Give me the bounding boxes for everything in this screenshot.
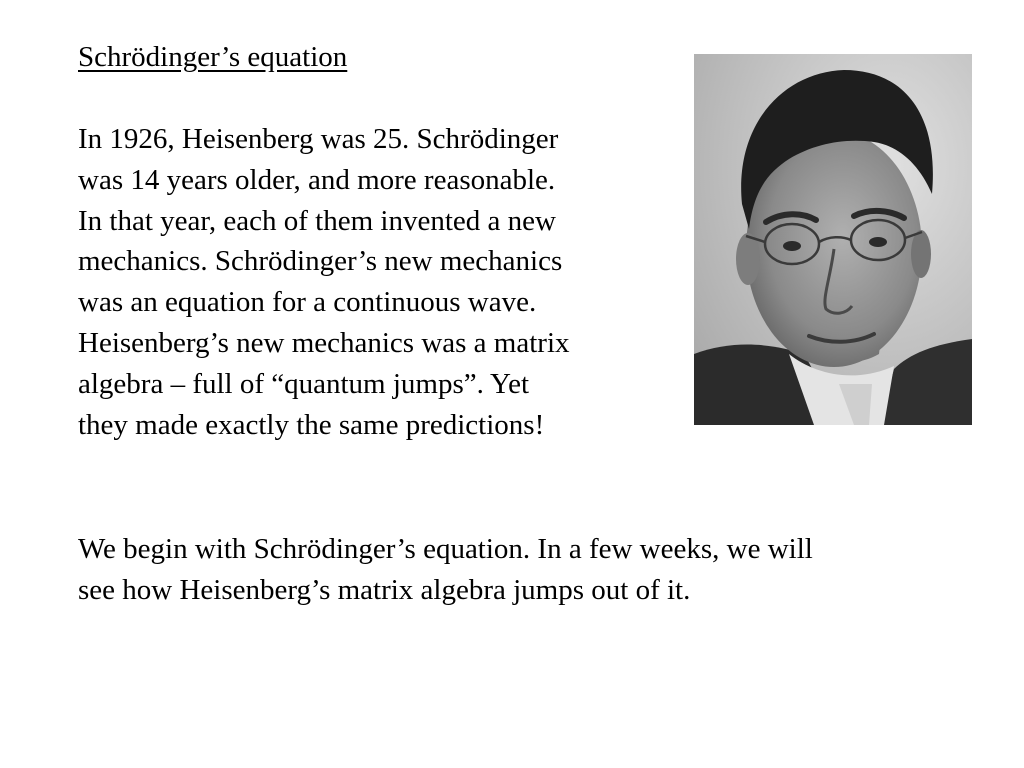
right-ear xyxy=(911,230,931,278)
intro-line: In that year, each of them invented a new xyxy=(78,204,556,237)
portrait-photo xyxy=(694,54,972,425)
portrait-illustration xyxy=(694,54,972,425)
left-eye xyxy=(783,241,801,251)
intro-line: algebra – full of “quantum jumps”. Yet xyxy=(78,367,530,400)
intro-paragraph xyxy=(78,119,570,445)
closing-line: We begin with Schrödinger’s equation. In a few weeks, we will xyxy=(78,533,813,565)
intro-line: Heisenberg’s new mechanics was a matrix xyxy=(78,326,570,359)
slide-title: Schrödinger’s equation xyxy=(78,41,348,73)
intro-line: mechanics. Schrödinger’s new mechanics xyxy=(78,245,563,278)
right-eye xyxy=(869,237,887,247)
intro-line: In 1926, Heisenberg was 25. Schrödinger xyxy=(78,123,559,155)
intro-line: they made exactly the same predictions! xyxy=(78,408,545,441)
closing-paragraph xyxy=(78,529,813,611)
intro-line: was 14 years older, and more reasonable. xyxy=(78,163,556,196)
closing-line: see how Heisenberg’s matrix algebra jumps out of it. xyxy=(78,573,691,606)
intro-line: was an equation for a continuous wave. xyxy=(78,286,537,319)
left-ear xyxy=(736,233,760,285)
